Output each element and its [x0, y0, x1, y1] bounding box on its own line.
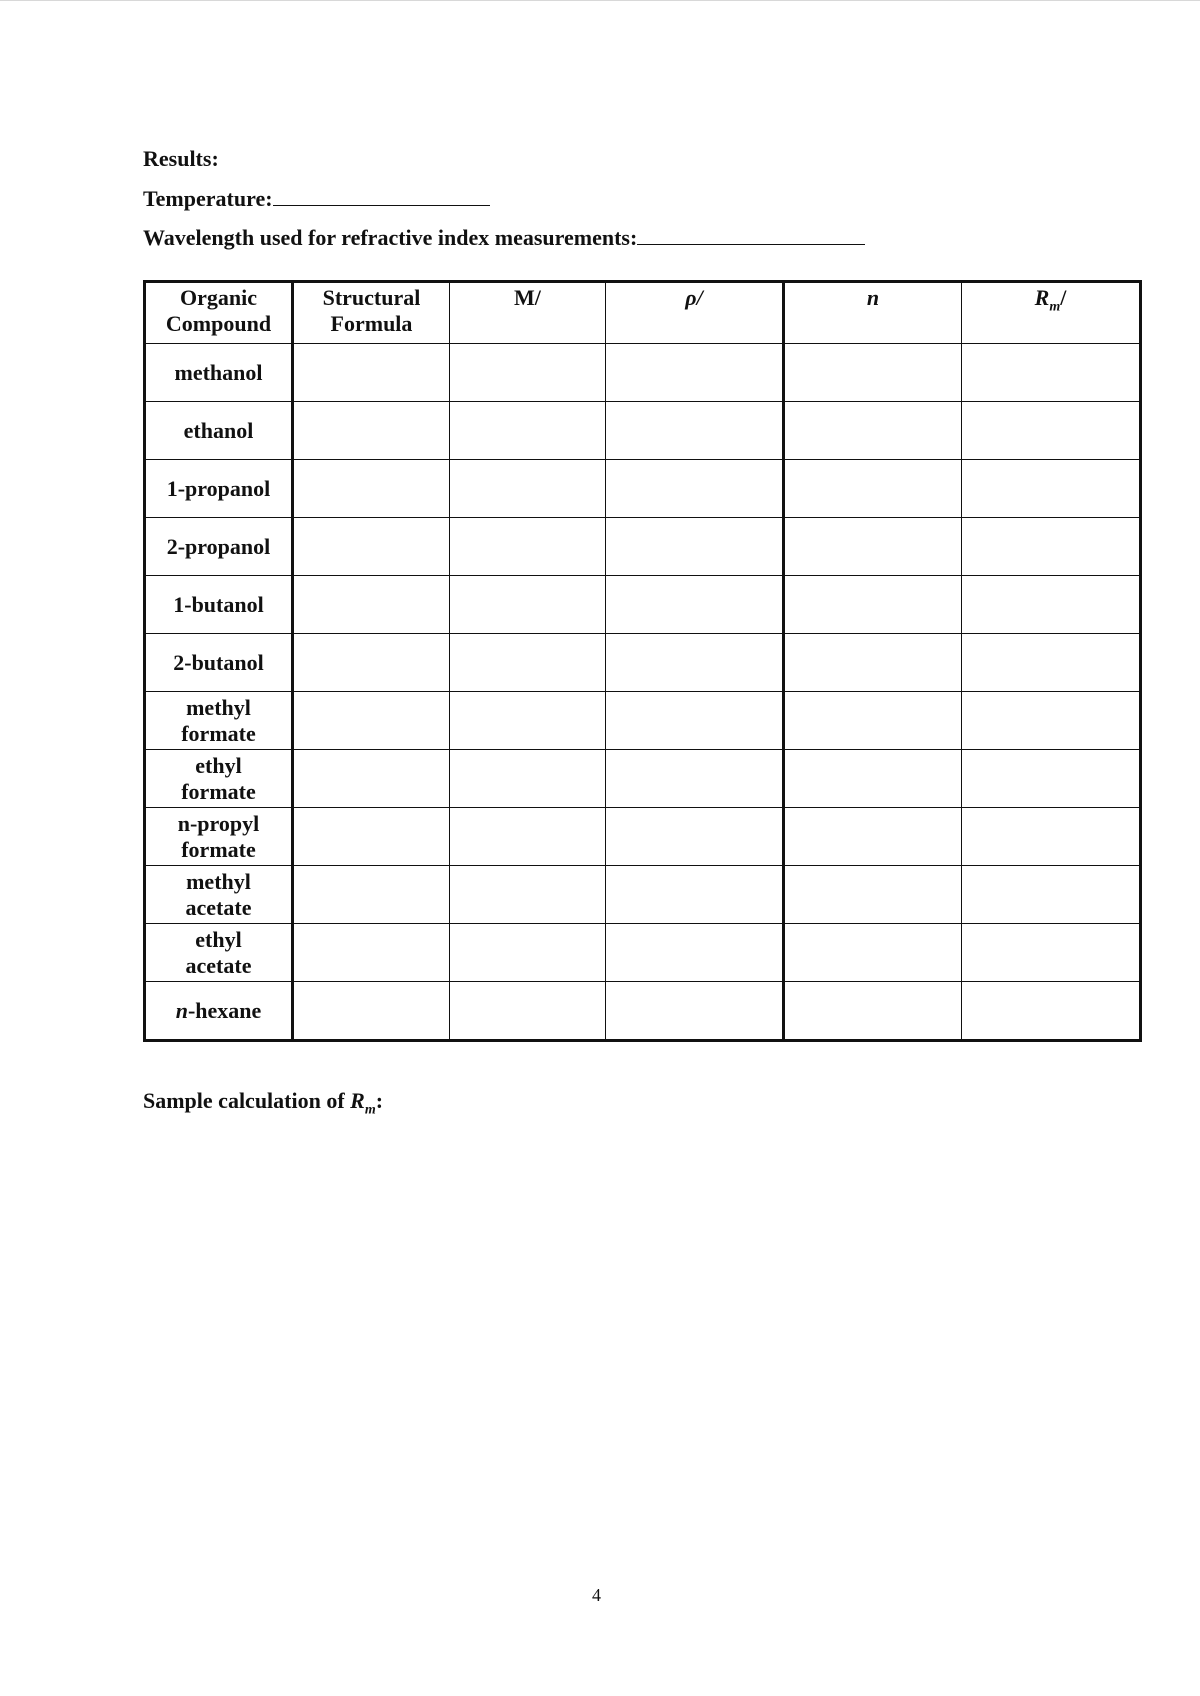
refractive-index-cell[interactable] [784, 518, 962, 576]
table-row [145, 750, 1141, 808]
compound-name-line1 [150, 927, 287, 953]
table-row [145, 576, 1141, 634]
density-cell[interactable] [606, 576, 784, 634]
density-cell[interactable] [606, 924, 784, 982]
formula-cell[interactable] [293, 518, 450, 576]
compound-name-text: 1-propanol [166, 475, 271, 501]
header-formula-line2: Formula [330, 311, 413, 336]
formula-cell[interactable] [293, 402, 450, 460]
molar-refraction-cell[interactable] [962, 808, 1141, 866]
formula-cell[interactable] [293, 460, 450, 518]
compound-name-text: n-propyl [177, 810, 260, 836]
formula-cell[interactable] [293, 982, 450, 1041]
page-number: 4 [592, 1585, 601, 1605]
refractive-index-cell[interactable] [784, 982, 962, 1041]
compound-name-cell [145, 518, 293, 576]
compound-name-text: ethyl [195, 926, 242, 952]
refractive-index-cell[interactable] [784, 576, 962, 634]
molar-refraction-cell[interactable] [962, 982, 1141, 1041]
header-refractive-index-text: n [866, 285, 880, 310]
density-cell[interactable] [606, 344, 784, 402]
sample-calculation-heading [143, 1088, 383, 1118]
compound-name-cell [145, 344, 293, 402]
header-formula-line1: Structural [322, 285, 421, 310]
results-heading [143, 146, 219, 172]
refractive-index-cell[interactable] [784, 808, 962, 866]
molar-mass-cell[interactable] [450, 460, 606, 518]
header-refractive-index [784, 282, 962, 344]
molar-refraction-cell[interactable] [962, 634, 1141, 692]
compound-name-line1 [150, 869, 287, 895]
compound-name-cell [145, 750, 293, 808]
molar-refraction-cell[interactable] [962, 344, 1141, 402]
table-row [145, 518, 1141, 576]
compound-name-line1 [150, 811, 287, 837]
compound-name-line1 [150, 592, 287, 618]
header-rm-subscript: m [1049, 299, 1061, 315]
compound-name-text: 2-butanol [173, 649, 264, 675]
refractive-index-cell[interactable] [784, 924, 962, 982]
wavelength-line [143, 225, 865, 251]
header-structural-formula [293, 282, 450, 344]
temperature-blank[interactable] [273, 187, 490, 206]
table-row [145, 982, 1141, 1041]
compound-name-line1 [150, 418, 287, 444]
molar-refraction-cell[interactable] [962, 518, 1141, 576]
header-density-text: ρ/ [685, 285, 703, 310]
density-cell[interactable] [606, 634, 784, 692]
compound-name-line1 [150, 650, 287, 676]
compound-name-text: methanol [174, 359, 263, 385]
molar-mass-cell[interactable] [450, 808, 606, 866]
compound-name-line2: formate [181, 720, 256, 746]
molar-refraction-cell[interactable] [962, 402, 1141, 460]
compound-name-cell [145, 866, 293, 924]
wavelength-blank[interactable] [637, 226, 865, 245]
compound-name-text: 2-propanol [166, 533, 271, 559]
molar-refraction-cell[interactable] [962, 460, 1141, 518]
refractive-index-cell[interactable] [784, 750, 962, 808]
molar-refraction-cell[interactable] [962, 924, 1141, 982]
formula-cell[interactable] [293, 808, 450, 866]
header-rm-slash: / [1060, 285, 1067, 310]
density-cell[interactable] [606, 460, 784, 518]
results-label: Results: [143, 146, 219, 171]
compound-name-line1 [150, 753, 287, 779]
temperature-line [143, 186, 490, 212]
refractive-index-cell[interactable] [784, 460, 962, 518]
molar-mass-cell[interactable] [450, 518, 606, 576]
header-molar-mass-text: M/ [514, 285, 541, 310]
refractive-index-cell[interactable] [784, 344, 962, 402]
table-row [145, 460, 1141, 518]
table-row [145, 808, 1141, 866]
compound-name-cell [145, 460, 293, 518]
compound-name-cell [145, 634, 293, 692]
compound-name-line1 [150, 695, 287, 721]
molar-mass-cell[interactable] [450, 692, 606, 750]
compound-name-line2: acetate [185, 952, 252, 978]
header-density [606, 282, 784, 344]
compound-name-cell [145, 982, 293, 1041]
refractive-index-cell[interactable] [784, 402, 962, 460]
compound-name-line1 [150, 998, 287, 1024]
compound-name-text: methyl [186, 868, 251, 894]
header-molar-mass [450, 282, 606, 344]
formula-cell[interactable] [293, 576, 450, 634]
table-row [145, 634, 1141, 692]
header-organic-compound [145, 282, 293, 344]
compound-name-text: -hexane [187, 997, 262, 1023]
density-cell[interactable] [606, 692, 784, 750]
compound-name-cell [145, 924, 293, 982]
refractive-index-cell[interactable] [784, 692, 962, 750]
density-cell[interactable] [606, 518, 784, 576]
formula-cell[interactable] [293, 344, 450, 402]
molar-mass-cell[interactable] [450, 576, 606, 634]
molar-mass-cell[interactable] [450, 344, 606, 402]
molar-mass-cell[interactable] [450, 924, 606, 982]
table-row [145, 344, 1141, 402]
refractive-index-cell[interactable] [784, 866, 962, 924]
density-cell[interactable] [606, 808, 784, 866]
sample-calc-suffix: : [375, 1088, 384, 1113]
table-row [145, 924, 1141, 982]
compound-name-text: ethyl [195, 752, 242, 778]
formula-cell[interactable] [293, 692, 450, 750]
wavelength-label: Wavelength used for refractive index measurements: [143, 225, 638, 250]
molar-mass-cell[interactable] [450, 866, 606, 924]
compound-name-line2: formate [181, 836, 256, 862]
molar-mass-cell[interactable] [450, 402, 606, 460]
compound-name-cell [145, 692, 293, 750]
compound-name-text: ethanol [183, 417, 254, 443]
density-cell[interactable] [606, 866, 784, 924]
formula-cell[interactable] [293, 866, 450, 924]
compound-name-line2: acetate [185, 894, 252, 920]
density-cell[interactable] [606, 402, 784, 460]
density-cell[interactable] [606, 982, 784, 1041]
sample-calc-text: Sample calculation of [143, 1088, 351, 1113]
header-rm-symbol: R [1034, 285, 1050, 310]
sample-calc-subscript: m [364, 1102, 376, 1118]
sample-calc-symbol: R [350, 1088, 365, 1113]
temperature-label: Temperature: [143, 186, 273, 211]
table-row [145, 402, 1141, 460]
molar-refraction-cell[interactable] [962, 692, 1141, 750]
molar-mass-cell[interactable] [450, 750, 606, 808]
compound-name-cell [145, 402, 293, 460]
molar-mass-cell[interactable] [450, 634, 606, 692]
molar-refraction-cell[interactable] [962, 866, 1141, 924]
header-compound-line1: Organic [180, 285, 257, 310]
compound-name-line1 [150, 360, 287, 386]
compound-name-line2: formate [181, 778, 256, 804]
refractive-index-cell[interactable] [784, 634, 962, 692]
table-row [145, 692, 1141, 750]
results-table [143, 280, 1142, 1042]
molar-mass-cell[interactable] [450, 982, 606, 1041]
molar-refraction-cell[interactable] [962, 750, 1141, 808]
formula-cell[interactable] [293, 924, 450, 982]
compound-name-cell [145, 808, 293, 866]
header-molar-refraction [962, 282, 1141, 344]
formula-cell[interactable] [293, 634, 450, 692]
compound-name-text: 1-butanol [173, 591, 264, 617]
compound-name-line1 [150, 534, 287, 560]
compound-name-text: methyl [186, 694, 251, 720]
table-row [145, 866, 1141, 924]
compound-name-prefix: n [175, 997, 188, 1023]
molar-refraction-cell[interactable] [962, 576, 1141, 634]
compound-name-cell [145, 576, 293, 634]
page-top-border [0, 0, 1200, 1]
formula-cell[interactable] [293, 750, 450, 808]
header-compound-line2: Compound [165, 311, 272, 336]
table-header-row [145, 282, 1141, 344]
compound-name-line1 [150, 476, 287, 502]
density-cell[interactable] [606, 750, 784, 808]
